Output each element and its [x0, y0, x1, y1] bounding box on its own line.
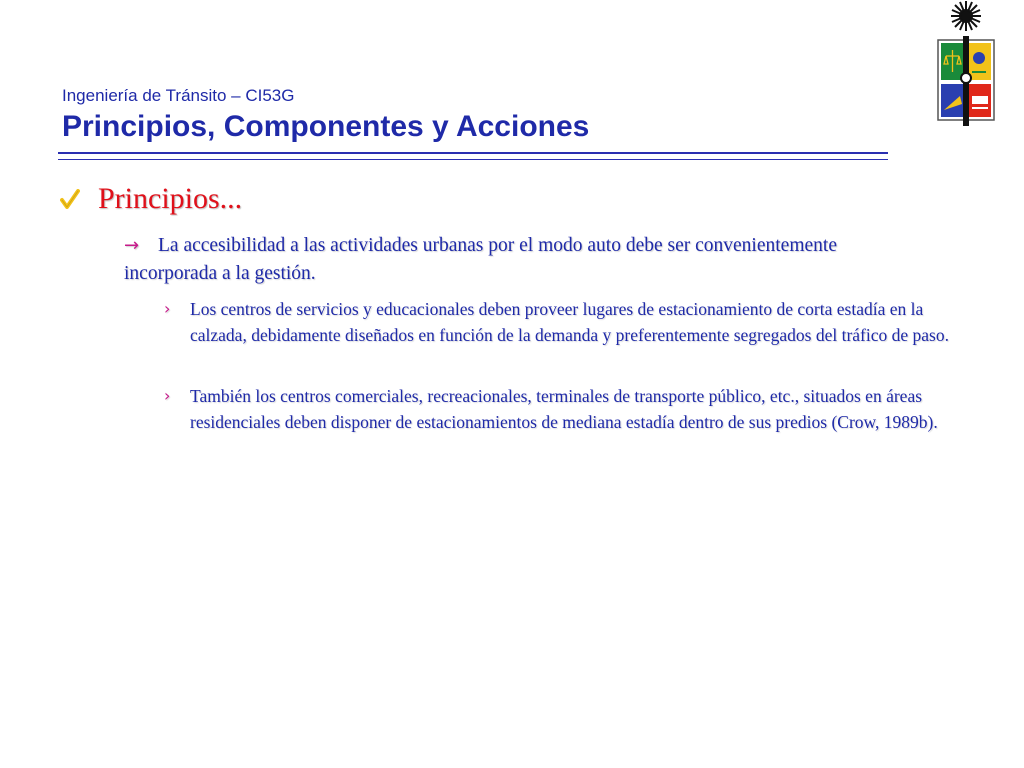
arrow-right-icon: →: [124, 235, 140, 256]
bullet-level1: [60, 182, 242, 216]
university-crest-icon: [932, 0, 1000, 126]
checkmark-icon: [60, 189, 80, 209]
bullet-level1-text: Principios...: [98, 182, 243, 215]
course-subtitle: Ingeniería de Tránsito – CI53G: [62, 86, 295, 105]
bullet-level3-text: También los centros comerciales, recreacionales, terminales de transporte público, etc., situados en áreas residenciales deben disponer de estacionamientos de mediana estadía dentro de sus predios (Crow, 1989b).: [190, 386, 938, 432]
bullet-level3-item: [164, 296, 964, 348]
title-divider-thin: [58, 159, 888, 160]
bullet-level3-text: Los centros de servicios y educacionales deben proveer lugares de estacionamiento de corta estadía en la calzada, debidamente diseñados en función de la demanda y preferentemente segregados del tráfico de paso.: [190, 299, 949, 345]
title-divider: [58, 152, 888, 154]
chevron-right-icon: ›: [164, 299, 171, 318]
slide-title: Principios, Componentes y Acciones: [62, 110, 590, 143]
bullet-level2: [124, 232, 884, 288]
chevron-right-icon: ›: [164, 386, 171, 405]
bullet-level2-text: La accesibilidad a las actividades urbanas por el modo auto debe ser convenientemente incorporada a la gestión.: [124, 235, 837, 284]
bullet-level3-item: [164, 383, 964, 435]
